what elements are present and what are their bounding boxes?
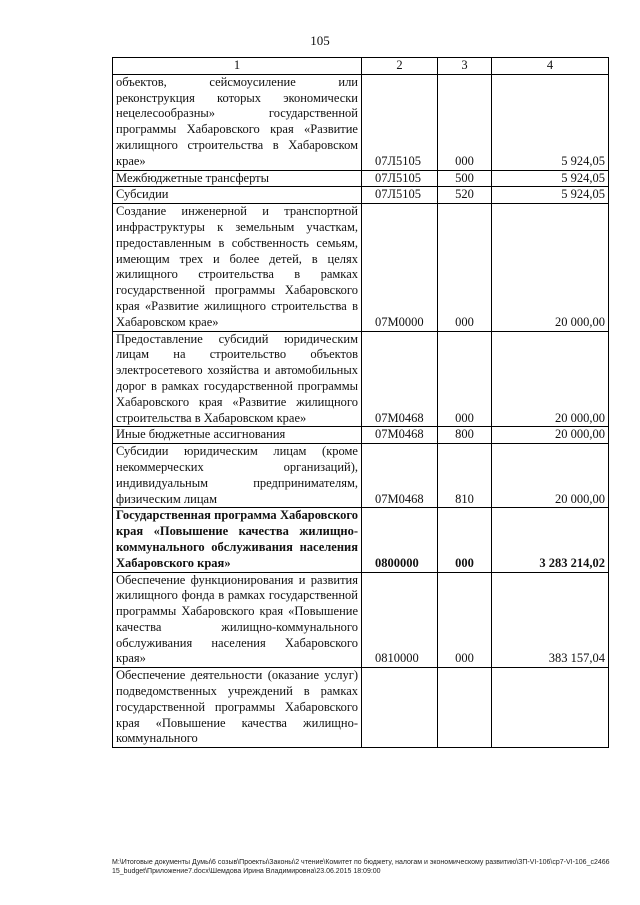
- table-row: [113, 508, 609, 572]
- row-sum-cell: 20 000,00: [492, 427, 609, 444]
- column-header-4: 4: [492, 58, 609, 75]
- row-name-cell: Государственная программа Хабаровского края «Повышение качества жилищно-коммунального обслуживания населения Хабаровского края»: [113, 508, 362, 572]
- row-sum-cell: 5 924,05: [492, 187, 609, 204]
- table-row: [113, 668, 609, 748]
- row-code-cell: 07М0468: [362, 427, 438, 444]
- column-header-2: 2: [362, 58, 438, 75]
- row-code-cell: 07М0000: [362, 204, 438, 331]
- row-group-cell: 500: [438, 170, 492, 187]
- row-group-cell: 000: [438, 204, 492, 331]
- row-sum-cell: 20 000,00: [492, 331, 609, 427]
- row-code-cell: 07Л5105: [362, 74, 438, 170]
- table-row: [113, 331, 609, 427]
- table-row: [113, 187, 609, 204]
- row-name-cell: Обеспечение функционирования и развития жилищного фонда в рамках государственной программы Хабаровского края «Повышение качества жилищно-коммунального обслуживания населения Хабаровского края»: [113, 572, 362, 668]
- table-row: [113, 204, 609, 331]
- row-code-cell: 07М0468: [362, 444, 438, 508]
- table-body: [113, 74, 609, 747]
- table-row: [113, 170, 609, 187]
- document-path-footer: M:\Итоговые документы Думы\6 созыв\Проекты\Законы\2 чтение\Комитет по бюджету, налогам и экономическому развитию\ЗП-VI-106\ср7-VI-106_с246615_budget\Приложение7.docx\Шемдова Ирина Владимировна\23.06.2015 18:09:00: [112, 859, 610, 875]
- table-header-row: [113, 58, 609, 75]
- row-code-cell: 0800000: [362, 508, 438, 572]
- row-name-cell: объектов, сейсмоусиление или реконструкция которых экономически нецелесообразны» государственной программы Хабаровского края «Развитие жилищного строительства в Хабаровском крае»: [113, 74, 362, 170]
- row-group-cell: 520: [438, 187, 492, 204]
- row-sum-cell: 5 924,05: [492, 170, 609, 187]
- row-code-cell: 07Л5105: [362, 187, 438, 204]
- row-code-cell: [362, 668, 438, 748]
- table-row: [113, 444, 609, 508]
- budget-table: [112, 57, 609, 748]
- row-sum-cell: [492, 668, 609, 748]
- row-sum-cell: 3 283 214,02: [492, 508, 609, 572]
- row-name-cell: Межбюджетные трансферты: [113, 170, 362, 187]
- row-group-cell: 810: [438, 444, 492, 508]
- row-group-cell: 800: [438, 427, 492, 444]
- row-name-cell: Субсидии: [113, 187, 362, 204]
- page-number: 105: [310, 33, 330, 48]
- row-sum-cell: 20 000,00: [492, 444, 609, 508]
- row-name-cell: Субсидии юридическим лицам (кроме некоммерческих организаций), индивидуальным предпринимателям, физическим лицам: [113, 444, 362, 508]
- table-row: [113, 427, 609, 444]
- row-group-cell: 000: [438, 74, 492, 170]
- row-sum-cell: 383 157,04: [492, 572, 609, 668]
- row-name-cell: Иные бюджетные ассигнования: [113, 427, 362, 444]
- row-name-cell: Обеспечение деятельности (оказание услуг) подведомственных учреждений в рамках государственной программы Хабаровского края «Повышение качества жилищно-коммунального: [113, 668, 362, 748]
- row-group-cell: 000: [438, 331, 492, 427]
- row-group-cell: 000: [438, 508, 492, 572]
- row-sum-cell: 5 924,05: [492, 74, 609, 170]
- column-header-1: 1: [113, 58, 362, 75]
- table-row: [113, 74, 609, 170]
- row-code-cell: 07М0468: [362, 331, 438, 427]
- row-code-cell: 0810000: [362, 572, 438, 668]
- row-group-cell: [438, 668, 492, 748]
- column-header-3: 3: [438, 58, 492, 75]
- row-code-cell: 07Л5105: [362, 170, 438, 187]
- row-name-cell: Предоставление субсидий юридическим лицам на строительство объектов электросетевого хозяйства и автомобильных дорог в рамках государственной программы Хабаровского края «Развитие жилищного строительства в Хабаровском крае»: [113, 331, 362, 427]
- row-group-cell: 000: [438, 572, 492, 668]
- row-sum-cell: 20 000,00: [492, 204, 609, 331]
- table-row: [113, 572, 609, 668]
- row-name-cell: Создание инженерной и транспортной инфраструктуры к земельным участкам, предоставленным в собственность семьям, имеющим трех и более детей, в целях жилищного строительства в рамках государственной программы Хабаровского края «Развитие жилищного строительства в Хабаровском крае»: [113, 204, 362, 331]
